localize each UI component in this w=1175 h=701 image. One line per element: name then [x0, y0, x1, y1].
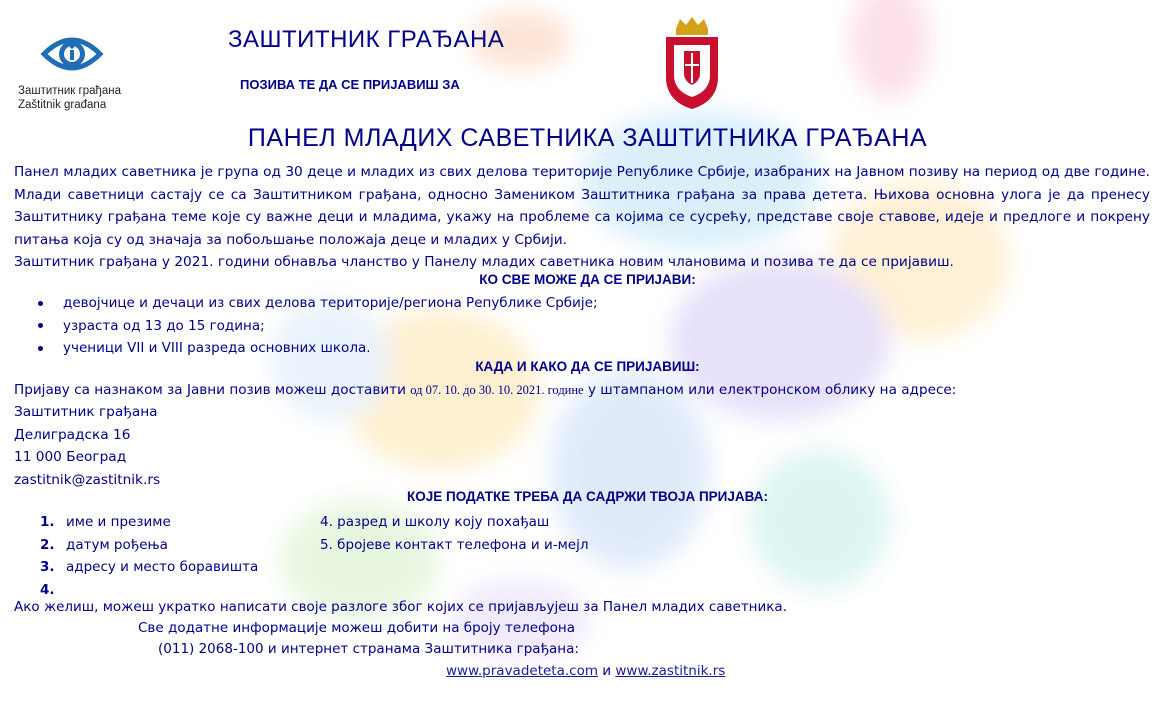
- list-item: 2. датум рођења: [40, 536, 168, 553]
- list-item: девојчице и дечаци из свих делова територије/региона Републике Србије;: [38, 292, 598, 315]
- info-line-2: (011) 2068-100 и интернет странама Заштитника грађана:: [158, 641, 579, 657]
- main-title: ПАНЕЛ МЛАДИХ САВЕТНИКА ЗАШТИТНИКА ГРАЂАНА: [247, 124, 928, 152]
- intro-text: [14, 161, 1150, 274]
- bullet-icon: [38, 346, 43, 351]
- application-dates: од 07. 10. до 30. 10. 2021. године: [410, 383, 584, 397]
- contents-right-list: [320, 511, 589, 556]
- ombudsman-logo: [18, 30, 158, 112]
- eligibility-heading: КО СВЕ МОЖЕ ДА СЕ ПРИЈАВИ:: [479, 272, 696, 287]
- contents-left-list: [40, 511, 258, 602]
- address-line: Заштитник грађана: [14, 404, 158, 420]
- list-item: 3. адресу и место боравишта: [40, 559, 259, 576]
- pravadeteta-link[interactable]: www.pravadeteta.com: [446, 663, 598, 679]
- reasons-text: Ако желиш, можеш укратко написати своје разлоге због којих се пријављујеш за Панел младих саветника.: [14, 599, 788, 615]
- address-block: [14, 401, 160, 492]
- list-item: 1. име и презиме: [40, 514, 171, 530]
- list-item: ученици VII и VIII разреда основних школа.: [38, 337, 598, 360]
- eligibility-list: [38, 292, 598, 360]
- contents-heading: КОЈЕ ПОДАТКЕ ТРЕБА ДА САДРЖИ ТВОЈА ПРИЈАВА:: [407, 489, 768, 504]
- list-item: 5. бројеве контакт телефона и и-мејл: [320, 536, 589, 553]
- renewal-paragraph: Заштитник грађана у 2021. години обнавља чланство у Панелу младих саветника новим члановима и позива те да се пријавиш.: [14, 254, 954, 271]
- logo-eye-icon: [40, 30, 104, 78]
- links-line: www.pravadeteta.com и www.zastitnik.rs: [446, 663, 726, 679]
- list-item: 4.: [40, 582, 55, 599]
- how-heading: КАДА И КАКО ДА СЕ ПРИЈАВИШ:: [475, 359, 700, 374]
- org-title: ЗАШТИТНИК ГРАЂАНА: [228, 26, 505, 53]
- logo-caption: [18, 84, 158, 112]
- logo-caption-cyrillic: Заштитник грађана: [18, 85, 122, 97]
- address-line: 11 000 Београд: [14, 449, 127, 466]
- address-line: Делиградска 16: [14, 426, 131, 443]
- invite-line: ПОЗИВА ТЕ ДА СЕ ПРИЈАВИШ ЗА: [240, 77, 460, 92]
- logo-caption-latin: Zaštitnik građana: [18, 99, 107, 111]
- how-text: Пријаву са назнаком за Јавни позив можеш доставити од 07. 10. до 30. 10. 2021. године у штампаном или електронском облику на адресе:: [14, 382, 957, 398]
- info-line-1: Све додатне информације можеш добити на броју телефона: [138, 620, 575, 636]
- bullet-icon: [38, 323, 43, 328]
- list-item: 4. разред и школу коју похађаш: [320, 514, 550, 530]
- list-item: узраста од 13 до 15 година;: [38, 315, 598, 338]
- email-address: zastitnik@zastitnik.rs: [14, 472, 161, 489]
- zastitnik-link[interactable]: www.zastitnik.rs: [615, 663, 726, 679]
- bullet-icon: [38, 301, 43, 306]
- serbia-coat-of-arms-icon: [662, 15, 722, 111]
- intro-paragraph: Панел младих саветника је група од 30 деце и младих из свих делова територије Републике Србије, изабраних на Јавном позиву на период од две године. Млади саветници састају се са Заштитником грађана, односно Замеником Заштитника грађана за права детета. Њихова основна улога је да пренесу Заштитнику грађана теме које су важне деци и младима, укажу на проблеме са којима се сусрећу, представе своје ставове, идеје и предлоге и покрену питања која су од значаја за побољшање положаја деце и младих у Србији.: [14, 164, 1150, 248]
